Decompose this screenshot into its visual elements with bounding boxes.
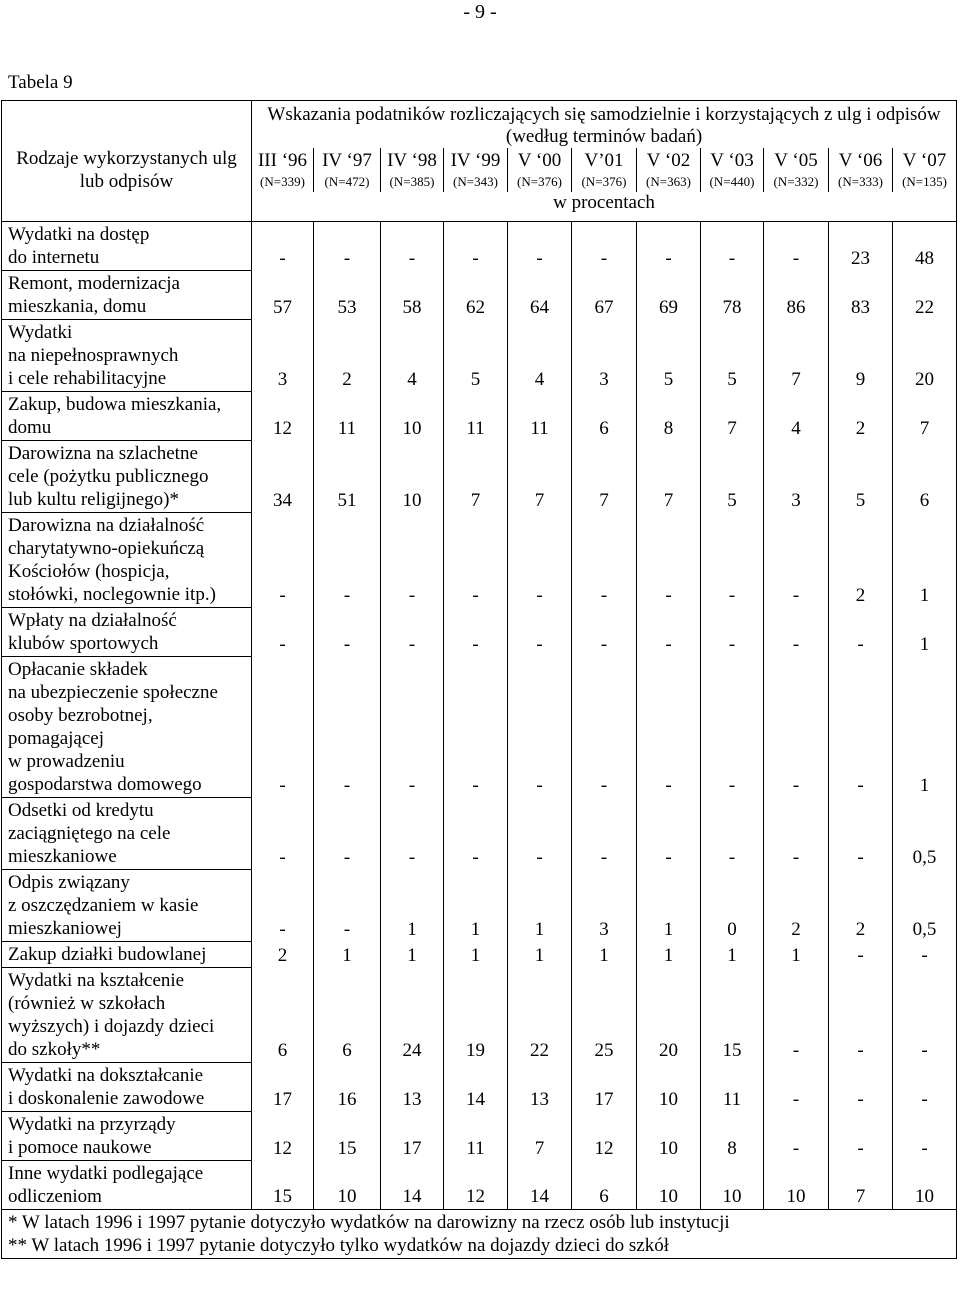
table-row bbox=[2, 942, 957, 968]
value-cell: - bbox=[764, 657, 829, 798]
period-label: III ‘96 bbox=[257, 150, 308, 171]
value-cell: - bbox=[893, 942, 957, 968]
value-cell: 2 bbox=[829, 870, 893, 942]
period-sample-size: (N=339) bbox=[260, 174, 305, 189]
value-cell: 7 bbox=[829, 1161, 893, 1210]
value-cell: - bbox=[444, 798, 508, 870]
value-cell: 10 bbox=[314, 1161, 381, 1210]
value-cell: 51 bbox=[314, 441, 381, 513]
row-label-line: wyższych) i dojazdy dzieci bbox=[8, 1016, 215, 1037]
value-cell: 0,5 bbox=[893, 798, 957, 870]
value-cell: - bbox=[829, 657, 893, 798]
period-header bbox=[829, 148, 893, 192]
footnote-2: ** W latach 1996 i 1997 pytanie dotyczyło tylko wydatków na dojazdy dzieci do szkół bbox=[8, 1235, 669, 1256]
value-cell: - bbox=[381, 608, 444, 657]
value-cell: - bbox=[829, 1112, 893, 1161]
value-cell: - bbox=[508, 222, 572, 271]
table-row bbox=[2, 1112, 957, 1161]
value-cell: 3 bbox=[764, 441, 829, 513]
value-cell: - bbox=[764, 968, 829, 1063]
value-cell: - bbox=[381, 222, 444, 271]
value-cell: 12 bbox=[444, 1161, 508, 1210]
value-cell: 12 bbox=[252, 1112, 314, 1161]
period-label: V’01 bbox=[584, 150, 624, 171]
value-cell: 1 bbox=[701, 942, 764, 968]
table-row bbox=[2, 441, 957, 513]
period-header bbox=[314, 148, 381, 192]
value-cell: 8 bbox=[637, 392, 701, 441]
row-label-line: Odsetki od kredytu bbox=[8, 800, 154, 821]
value-cell: - bbox=[637, 608, 701, 657]
row-label bbox=[2, 657, 252, 798]
value-cell: - bbox=[572, 222, 637, 271]
period-sample-size: (N=343) bbox=[453, 174, 498, 189]
value-cell: 11 bbox=[444, 1112, 508, 1161]
row-label-line: cele (pożytku publicznego bbox=[8, 466, 209, 487]
value-cell: 3 bbox=[572, 320, 637, 392]
row-label-line: lub kultu religijnego)* bbox=[8, 489, 179, 510]
value-cell: - bbox=[508, 513, 572, 608]
table-row bbox=[2, 608, 957, 657]
value-cell: 22 bbox=[508, 968, 572, 1063]
value-cell: 14 bbox=[508, 1161, 572, 1210]
value-cell: 24 bbox=[381, 968, 444, 1063]
value-cell: 19 bbox=[444, 968, 508, 1063]
row-label-line: Kościołów (hospicja, bbox=[8, 561, 170, 582]
value-cell: 57 bbox=[252, 271, 314, 320]
value-cell: 2 bbox=[314, 320, 381, 392]
value-cell: 6 bbox=[252, 968, 314, 1063]
value-cell: - bbox=[572, 657, 637, 798]
value-cell: - bbox=[314, 513, 381, 608]
value-cell: 53 bbox=[314, 271, 381, 320]
value-cell: 1 bbox=[508, 942, 572, 968]
row-label bbox=[2, 320, 252, 392]
table-row bbox=[2, 392, 957, 441]
value-cell: - bbox=[381, 657, 444, 798]
value-cell: - bbox=[701, 657, 764, 798]
value-cell: 10 bbox=[637, 1112, 701, 1161]
value-cell: - bbox=[829, 942, 893, 968]
row-label-line: Opłacanie składek bbox=[8, 659, 148, 680]
value-cell: - bbox=[508, 798, 572, 870]
value-cell: - bbox=[893, 968, 957, 1063]
row-label-line: na niepełnosprawnych bbox=[8, 345, 179, 366]
period-label: V ‘07 bbox=[902, 150, 947, 171]
value-cell: 15 bbox=[252, 1161, 314, 1210]
value-cell: 1 bbox=[381, 942, 444, 968]
value-cell: 10 bbox=[381, 392, 444, 441]
value-cell: 14 bbox=[444, 1063, 508, 1112]
value-cell: 5 bbox=[701, 320, 764, 392]
value-cell: 4 bbox=[381, 320, 444, 392]
row-label-line: Wpłaty na działalność bbox=[8, 610, 177, 631]
value-cell: 48 bbox=[893, 222, 957, 271]
row-label-line: do szkoły** bbox=[8, 1039, 101, 1060]
value-cell: - bbox=[764, 513, 829, 608]
value-cell: 1 bbox=[444, 942, 508, 968]
row-label bbox=[2, 608, 252, 657]
row-label-line: Wydatki na przyrządy bbox=[8, 1114, 176, 1135]
value-cell: 0,5 bbox=[893, 870, 957, 942]
value-cell: 62 bbox=[444, 271, 508, 320]
value-cell: 67 bbox=[572, 271, 637, 320]
row-label-line: (również w szkołach bbox=[8, 993, 166, 1014]
row-label-line: Zakup działki budowlanej bbox=[8, 944, 207, 965]
value-cell: - bbox=[444, 657, 508, 798]
value-cell: 7 bbox=[508, 1112, 572, 1161]
table-row bbox=[2, 222, 957, 271]
footnote-1: * W latach 1996 i 1997 pytanie dotyczyło wydatków na darowizny na rzecz osób lub instytucji bbox=[8, 1212, 730, 1233]
value-cell: - bbox=[252, 608, 314, 657]
period-header bbox=[444, 148, 508, 192]
row-label-header: Rodzaje wykorzystanych ulg lub odpisów bbox=[2, 101, 252, 222]
period-sample-size: (N=363) bbox=[646, 174, 691, 189]
value-cell: 3 bbox=[252, 320, 314, 392]
period-header bbox=[764, 148, 829, 192]
value-cell: 2 bbox=[764, 870, 829, 942]
period-header bbox=[508, 148, 572, 192]
value-cell: 13 bbox=[381, 1063, 444, 1112]
value-cell: - bbox=[314, 798, 381, 870]
value-cell: 17 bbox=[572, 1063, 637, 1112]
footnotes bbox=[2, 1210, 957, 1259]
value-cell: 6 bbox=[572, 1161, 637, 1210]
period-header bbox=[893, 148, 957, 192]
value-cell: - bbox=[381, 798, 444, 870]
value-cell: 22 bbox=[893, 271, 957, 320]
row-label-line: mieszkaniowe bbox=[8, 846, 117, 867]
value-cell: - bbox=[572, 513, 637, 608]
row-label-line: Wydatki na dostęp bbox=[8, 224, 150, 245]
row-label bbox=[2, 1161, 252, 1210]
value-cell: 11 bbox=[444, 392, 508, 441]
value-cell: 10 bbox=[637, 1161, 701, 1210]
value-cell: - bbox=[701, 513, 764, 608]
value-cell: - bbox=[444, 513, 508, 608]
period-label: V ‘02 bbox=[646, 150, 691, 171]
value-cell: 20 bbox=[637, 968, 701, 1063]
period-sample-size: (N=385) bbox=[389, 174, 435, 189]
period-sample-size: (N=376) bbox=[581, 174, 627, 189]
row-label bbox=[2, 392, 252, 441]
value-cell: 15 bbox=[701, 968, 764, 1063]
value-cell: - bbox=[252, 657, 314, 798]
row-label-line: Inne wydatki podlegające bbox=[8, 1163, 204, 1184]
row-label-line: mieszkania, domu bbox=[8, 296, 147, 317]
value-cell: 9 bbox=[829, 320, 893, 392]
value-cell: - bbox=[444, 222, 508, 271]
value-cell: - bbox=[252, 222, 314, 271]
row-label-line: i pomoce naukowe bbox=[8, 1137, 152, 1158]
value-cell: - bbox=[314, 222, 381, 271]
value-cell: 5 bbox=[444, 320, 508, 392]
row-label-line: pomagającej bbox=[8, 728, 105, 749]
row-label bbox=[2, 870, 252, 942]
table-row bbox=[2, 271, 957, 320]
value-cell: 1 bbox=[444, 870, 508, 942]
value-cell: - bbox=[701, 222, 764, 271]
row-label-line: Zakup, budowa mieszkania, bbox=[8, 394, 222, 415]
value-cell: 1 bbox=[572, 942, 637, 968]
table-caption: Tabela 9 bbox=[8, 72, 73, 93]
row-label-line: Darowizna na działalność bbox=[8, 515, 205, 536]
value-cell: - bbox=[637, 513, 701, 608]
row-label-line: z oszczędzaniem w kasie bbox=[8, 895, 199, 916]
row-label-line: mieszkaniowej bbox=[8, 918, 122, 939]
value-cell: 14 bbox=[381, 1161, 444, 1210]
period-label: IV ‘99 bbox=[450, 150, 501, 171]
row-label-line: zaciągniętego na cele bbox=[8, 823, 171, 844]
value-cell: - bbox=[764, 608, 829, 657]
period-sample-size: (N=135) bbox=[902, 174, 947, 189]
value-cell: - bbox=[829, 968, 893, 1063]
period-label: V ‘00 bbox=[517, 150, 562, 171]
value-cell: 10 bbox=[381, 441, 444, 513]
value-cell: 10 bbox=[701, 1161, 764, 1210]
value-cell: 12 bbox=[572, 1112, 637, 1161]
page-number: - 9 - bbox=[463, 1, 497, 23]
value-cell: 64 bbox=[508, 271, 572, 320]
row-label-line: Wydatki na dokształcanie bbox=[8, 1065, 204, 1086]
table-row bbox=[2, 320, 957, 392]
value-cell: - bbox=[764, 798, 829, 870]
value-cell: 86 bbox=[764, 271, 829, 320]
value-cell: 11 bbox=[701, 1063, 764, 1112]
value-cell: 7 bbox=[508, 441, 572, 513]
table-row bbox=[2, 513, 957, 608]
row-label-line: do internetu bbox=[8, 247, 100, 268]
value-cell: 10 bbox=[764, 1161, 829, 1210]
row-label-line: Remont, modernizacja bbox=[8, 273, 180, 294]
value-cell: - bbox=[829, 1063, 893, 1112]
value-cell: 7 bbox=[893, 392, 957, 441]
value-cell: - bbox=[252, 513, 314, 608]
table-row bbox=[2, 1161, 957, 1210]
table-header bbox=[2, 101, 957, 222]
value-cell: 6 bbox=[893, 441, 957, 513]
row-label bbox=[2, 222, 252, 271]
value-cell: 58 bbox=[381, 271, 444, 320]
row-label bbox=[2, 942, 252, 968]
value-cell: 2 bbox=[829, 513, 893, 608]
value-cell: 11 bbox=[314, 392, 381, 441]
table-row bbox=[2, 870, 957, 942]
value-cell: - bbox=[252, 798, 314, 870]
table-row bbox=[2, 968, 957, 1063]
value-cell: 1 bbox=[893, 657, 957, 798]
value-cell: 7 bbox=[444, 441, 508, 513]
value-cell: - bbox=[508, 657, 572, 798]
period-header bbox=[701, 148, 764, 192]
value-cell: 6 bbox=[572, 392, 637, 441]
value-cell: - bbox=[572, 798, 637, 870]
value-cell: 13 bbox=[508, 1063, 572, 1112]
value-cell: 5 bbox=[829, 441, 893, 513]
period-label: V ‘06 bbox=[838, 150, 883, 171]
value-cell: 69 bbox=[637, 271, 701, 320]
value-cell: 25 bbox=[572, 968, 637, 1063]
row-label-line: Darowizna na szlachetne bbox=[8, 443, 198, 464]
period-sample-size: (N=333) bbox=[838, 174, 883, 189]
value-cell: 2 bbox=[252, 942, 314, 968]
value-cell: 4 bbox=[508, 320, 572, 392]
row-label bbox=[2, 1063, 252, 1112]
value-cell: 1 bbox=[893, 513, 957, 608]
unit-label: w procentach bbox=[252, 192, 957, 222]
value-cell: - bbox=[572, 608, 637, 657]
row-label bbox=[2, 968, 252, 1063]
row-label-line: stołówki, noclegownie itp.) bbox=[8, 584, 216, 605]
value-cell: - bbox=[637, 798, 701, 870]
value-cell: - bbox=[252, 870, 314, 942]
row-label bbox=[2, 513, 252, 608]
value-cell: - bbox=[764, 222, 829, 271]
value-cell: 7 bbox=[764, 320, 829, 392]
period-header bbox=[637, 148, 701, 192]
period-sample-size: (N=440) bbox=[709, 174, 755, 189]
period-sample-size: (N=332) bbox=[773, 174, 819, 189]
value-cell: 1 bbox=[637, 870, 701, 942]
value-cell: 1 bbox=[893, 608, 957, 657]
value-cell: 10 bbox=[637, 1063, 701, 1112]
value-cell: - bbox=[764, 1063, 829, 1112]
value-cell: 1 bbox=[637, 942, 701, 968]
value-cell: 5 bbox=[637, 320, 701, 392]
value-cell: 1 bbox=[381, 870, 444, 942]
value-cell: 7 bbox=[637, 441, 701, 513]
value-cell: - bbox=[764, 1112, 829, 1161]
value-cell: - bbox=[314, 608, 381, 657]
value-cell: 1 bbox=[764, 942, 829, 968]
value-cell: 1 bbox=[314, 942, 381, 968]
value-cell: 34 bbox=[252, 441, 314, 513]
period-header bbox=[572, 148, 637, 192]
row-label bbox=[2, 271, 252, 320]
value-cell: - bbox=[637, 222, 701, 271]
row-label-line: Wydatki bbox=[8, 322, 73, 343]
table-row bbox=[2, 657, 957, 798]
value-cell: - bbox=[314, 657, 381, 798]
value-cell: 4 bbox=[764, 392, 829, 441]
period-header bbox=[381, 148, 444, 192]
row-label-line: Wydatki na kształcenie bbox=[8, 970, 185, 991]
row-label-line: i cele rehabilitacyjne bbox=[8, 368, 167, 389]
row-label-line: osoby bezrobotnej, bbox=[8, 705, 153, 726]
value-cell: 16 bbox=[314, 1063, 381, 1112]
value-cell: - bbox=[314, 870, 381, 942]
value-cell: 5 bbox=[701, 441, 764, 513]
row-label-line: Odpis związany bbox=[8, 872, 130, 893]
period-header bbox=[252, 148, 314, 192]
row-label-line: domu bbox=[8, 417, 52, 438]
row-label bbox=[2, 441, 252, 513]
value-cell: - bbox=[701, 798, 764, 870]
row-label-line: w prowadzeniu bbox=[8, 751, 125, 772]
value-cell: - bbox=[701, 608, 764, 657]
value-cell: 20 bbox=[893, 320, 957, 392]
table-body bbox=[2, 222, 957, 1210]
row-label-line: i doskonalenie zawodowe bbox=[8, 1088, 205, 1109]
value-cell: 83 bbox=[829, 271, 893, 320]
period-label: V ‘05 bbox=[774, 150, 818, 171]
value-cell: - bbox=[508, 608, 572, 657]
period-label: IV ‘97 bbox=[322, 150, 372, 171]
row-label-line: charytatywno-opiekuńczą bbox=[8, 538, 205, 559]
value-cell: 11 bbox=[508, 392, 572, 441]
value-cell: 78 bbox=[701, 271, 764, 320]
value-cell: 7 bbox=[572, 441, 637, 513]
period-label: IV ‘98 bbox=[387, 150, 437, 171]
value-cell: - bbox=[893, 1112, 957, 1161]
value-cell: 3 bbox=[572, 870, 637, 942]
value-cell: 2 bbox=[829, 392, 893, 441]
value-cell: 23 bbox=[829, 222, 893, 271]
value-cell: - bbox=[893, 1063, 957, 1112]
value-cell: - bbox=[829, 608, 893, 657]
value-cell: 10 bbox=[893, 1161, 957, 1210]
table-title: Wskazania podatników rozliczających się samodzielnie i korzystających z ulg i odpisów (według terminów badań) bbox=[252, 101, 957, 149]
table-row bbox=[2, 1063, 957, 1112]
value-cell: 6 bbox=[314, 968, 381, 1063]
value-cell: 0 bbox=[701, 870, 764, 942]
row-label-line: klubów sportowych bbox=[8, 633, 159, 654]
value-cell: - bbox=[637, 657, 701, 798]
row-label bbox=[2, 1112, 252, 1161]
value-cell: - bbox=[829, 798, 893, 870]
row-label bbox=[2, 798, 252, 870]
period-sample-size: (N=376) bbox=[517, 174, 562, 189]
value-cell: 1 bbox=[508, 870, 572, 942]
value-cell: - bbox=[381, 513, 444, 608]
period-label: V ‘03 bbox=[710, 150, 754, 171]
row-label-line: gospodarstwa domowego bbox=[8, 774, 202, 795]
value-cell: 17 bbox=[252, 1063, 314, 1112]
period-sample-size: (N=472) bbox=[324, 174, 370, 189]
data-table bbox=[1, 100, 957, 1259]
value-cell: - bbox=[444, 608, 508, 657]
value-cell: 12 bbox=[252, 392, 314, 441]
value-cell: 17 bbox=[381, 1112, 444, 1161]
value-cell: 15 bbox=[314, 1112, 381, 1161]
row-label-line: na ubezpieczenie społeczne bbox=[8, 682, 218, 703]
row-label-line: odliczeniom bbox=[8, 1186, 102, 1207]
table-row bbox=[2, 798, 957, 870]
value-cell: 7 bbox=[701, 392, 764, 441]
value-cell: 8 bbox=[701, 1112, 764, 1161]
